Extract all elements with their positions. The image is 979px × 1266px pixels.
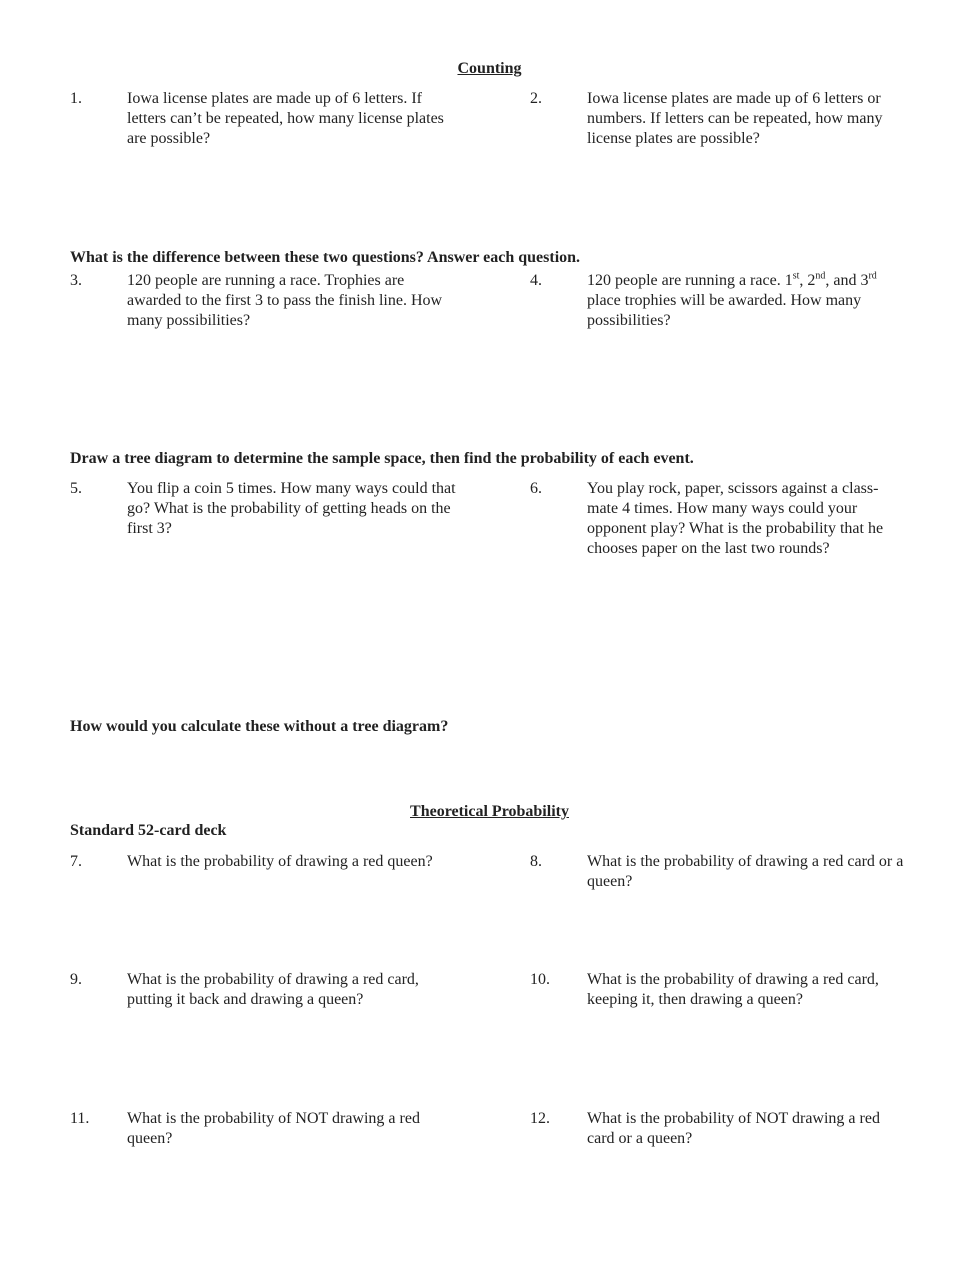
question-number: 9. <box>70 971 82 988</box>
question-text: What is the probability of NOT drawing a red card or a queen? <box>587 1110 880 1147</box>
question-number: 6. <box>530 480 542 497</box>
question-number: 3. <box>70 272 82 289</box>
question-text: 120 people are running a race. Trophies are awarded to the first 3 to pass the finish line. How many possibilities? <box>127 272 443 329</box>
question-text: What is the probability of drawing a red card, putting it back and drawing a queen? <box>127 971 419 1008</box>
tree-diagram-heading: Draw a tree diagram to determine the sample space, then find the probability of each event. <box>70 450 694 467</box>
question-number: 11. <box>70 1110 90 1127</box>
question-text: Iowa license plates are made up of 6 letters. If letters can’t be repeated, how many license plates are possible? <box>127 90 444 147</box>
question-number: 8. <box>530 853 542 870</box>
question-number: 10. <box>530 971 550 988</box>
question-number: 4. <box>530 272 542 289</box>
question-number: 1. <box>70 90 82 107</box>
question-text: You flip a coin 5 times. How many ways could that go? What is the probability of getting heads on the first 3? <box>127 480 456 537</box>
question-text: Iowa license plates are made up of 6 letters or numbers. If letters can be repeated, how many license plates are possible? <box>587 90 883 147</box>
counting-title: Counting <box>457 60 522 77</box>
question-text: What is the probability of NOT drawing a red queen? <box>127 1110 420 1147</box>
difference-heading: What is the difference between these two questions? Answer each question. <box>70 249 581 266</box>
question-number: 2. <box>530 90 542 107</box>
question-text: What is the probability of drawing a red card, keeping it, then drawing a queen? <box>587 971 879 1008</box>
question-text: What is the probability of drawing a red queen? <box>127 853 433 870</box>
deck-heading: Standard 52-card deck <box>70 822 227 839</box>
question-text: 120 people are running a race. 1st, 2nd, and 3rd place trophies will be awarded. How many possibilities? <box>587 270 877 329</box>
question-number: 12. <box>530 1110 550 1127</box>
question-text: You play rock, paper, scissors against a class-mate 4 times. How many ways could your opponent play? What is the probability that he chooses paper on the last two rounds? <box>587 480 884 557</box>
question-number: 5. <box>70 480 82 497</box>
theoretical-probability-title: Theoretical Probability <box>410 803 569 820</box>
without-tree-heading: How would you calculate these without a tree diagram? <box>70 718 449 735</box>
question-text: What is the probability of drawing a red card or a queen? <box>587 853 904 890</box>
question-number: 7. <box>70 853 82 870</box>
